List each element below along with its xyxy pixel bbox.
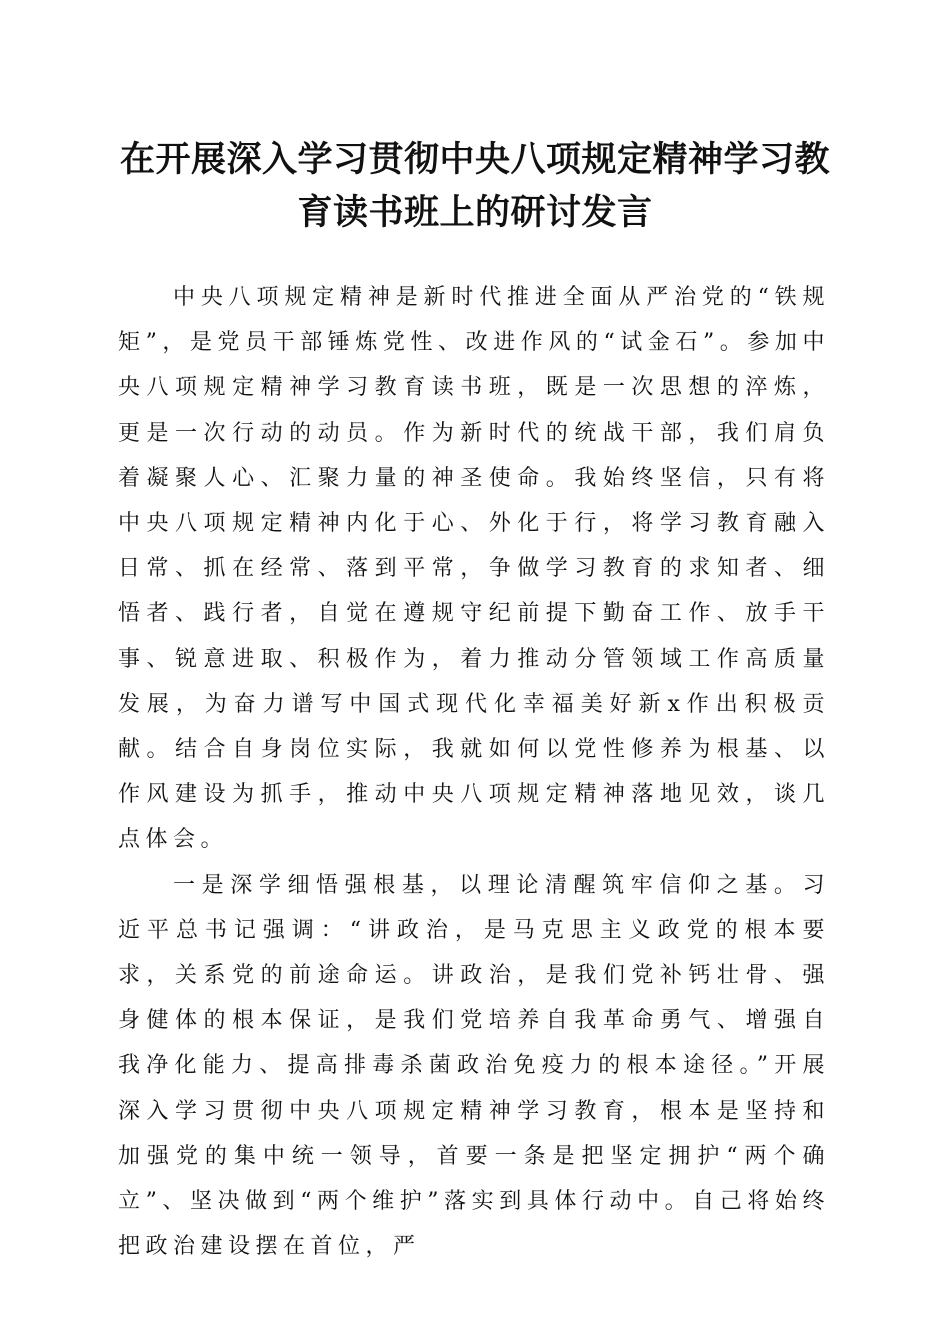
title-line-2: 育读书班上的研讨发言: [297, 192, 653, 233]
title-line-1: 在开展深入学习贯彻中央八项规定精神学习教: [119, 139, 830, 180]
paragraph-point-one-lead: 一是深学细悟强根基，以理论清醒筑牢信仰之基。: [173, 872, 803, 898]
paragraph-point-one-body: 习近平总书记强调：“讲政治，是马克思主义政党的根本要求，关系党的前途命运。讲政治，是我们党补钙壮骨、强身健体的根本保证，是我们党培养自我革命勇气、增强自我净化能力、提高排毒杀菌政治免疫力的根本途径。”开展深入学习贯彻中央八项规定精神学习教育，根本是坚持和加强党的集中统一领导，首要一条是把坚定拥护“两个确立”、坚决做到“两个维护”落实到具体行动中。自己将始终把政治建设摆在首位，严: [118, 872, 830, 1260]
document-body: [118, 275, 830, 1269]
document-title: [100, 133, 850, 239]
paragraph-point-one: [118, 863, 830, 1270]
paragraph-intro: 中央八项规定精神是新时代推进全面从严治党的“铁规矩”，是党员干部锤炼党性、改进作风的“试金石”。参加中央八项规定精神学习教育读书班，既是一次思想的淬炼，更是一次行动的动员。作为新时代的统战干部，我们肩负着凝聚人心、汇聚力量的神圣使命。我始终坚信，只有将中央八项规定精神内化于心、外化于行，将学习教育融入日常、抓在经常、落到平常，争做学习教育的求知者、细悟者、践行者，自觉在遵规守纪前提下勤奋工作、放手干事、锐意进取、积极作为，着力推动分管领域工作高质量发展，为奋力谱写中国式现代化幸福美好新x作出积极贡献。结合自身岗位实际，我就如何以党性修养为根基、以作风建设为抓手，推动中央八项规定精神落地见效，谈几点体会。: [118, 285, 830, 853]
